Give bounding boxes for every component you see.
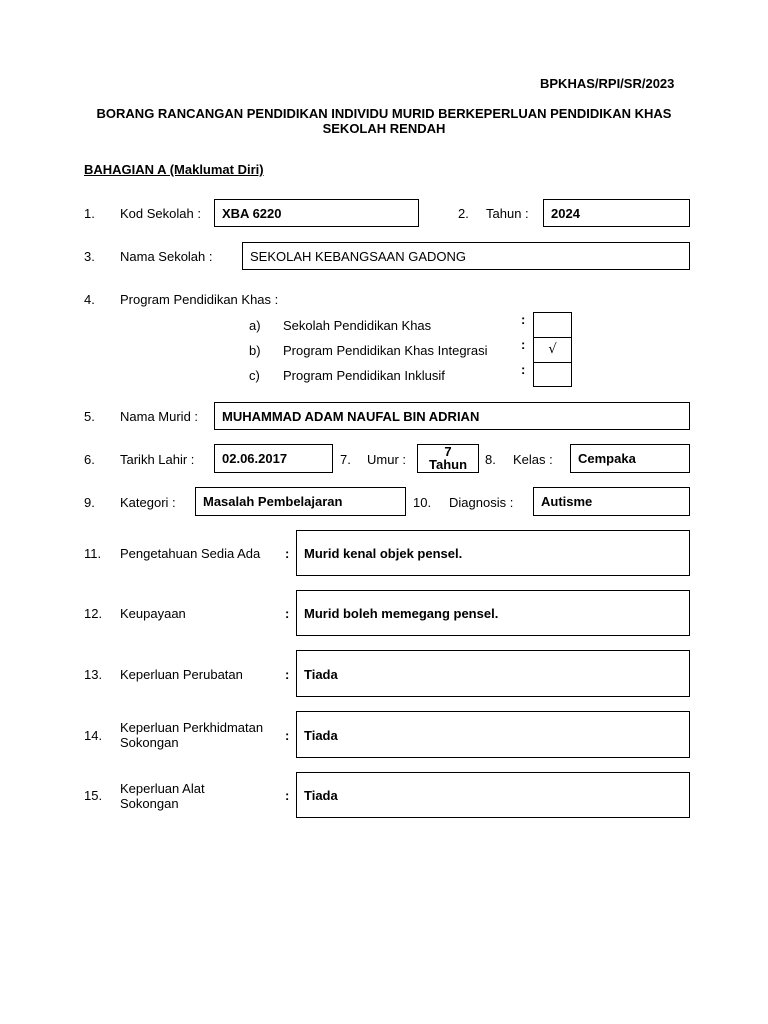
pengetahuan-field[interactable]	[296, 530, 690, 576]
perubatan-value: Tiada	[304, 667, 338, 682]
kelas-value: Cempaka	[578, 451, 636, 466]
perkhidmatan-label-line1: Keperluan Perkhidmatan	[120, 720, 264, 735]
perkhidmatan-value: Tiada	[304, 728, 338, 743]
program-option-colon: :	[521, 312, 526, 327]
field-number: 2.	[458, 206, 469, 221]
program-option-colon: :	[521, 337, 526, 352]
field-number: 8.	[485, 452, 496, 467]
perkhidmatan-field[interactable]	[296, 711, 690, 758]
field-number: 9.	[84, 495, 95, 510]
program-option-letter: b)	[249, 343, 261, 358]
nama-sekolah-value: SEKOLAH KEBANGSAAN GADONG	[250, 249, 467, 264]
nama-sekolah-label: Nama Sekolah :	[120, 249, 213, 264]
field-number: 13.	[84, 667, 103, 682]
keupayaan-colon: :	[285, 606, 290, 621]
form-reference-code: BPKHAS/RPI/SR/2023	[540, 76, 675, 91]
diagnosis-field[interactable]	[533, 487, 690, 516]
field-number: 5.	[84, 409, 95, 424]
program-checkbox-a[interactable]	[533, 312, 572, 338]
tahun-value: 2024	[551, 206, 580, 221]
alat-colon: :	[285, 788, 290, 803]
field-number: 15.	[84, 788, 103, 803]
field-number: 4.	[84, 292, 95, 307]
field-number: 3.	[84, 249, 95, 264]
alat-label-line1: Keperluan Alat	[120, 781, 205, 796]
umur-value-unit: Tahun	[428, 457, 468, 472]
nama-murid-value: MUHAMMAD ADAM NAUFAL BIN ADRIAN	[222, 409, 480, 424]
perubatan-label: Keperluan Perubatan	[120, 667, 243, 682]
tahun-field[interactable]	[543, 199, 690, 227]
tarikh-lahir-value: 02.06.2017	[222, 451, 288, 466]
alat-field[interactable]	[296, 772, 690, 818]
kod-sekolah-field[interactable]	[214, 199, 419, 227]
perubatan-field[interactable]	[296, 650, 690, 697]
form-title-line1: BORANG RANCANGAN PENDIDIKAN INDIVIDU MURID BERKEPERLUAN PENDIDIKAN KHAS	[96, 106, 672, 121]
field-number: 10.	[413, 495, 432, 510]
field-number: 6.	[84, 452, 95, 467]
kategori-label: Kategori :	[120, 495, 176, 510]
umur-value-number: 7	[444, 444, 452, 459]
section-title: BAHAGIAN A (Maklumat Diri)	[84, 162, 264, 177]
umur-field[interactable]	[417, 444, 479, 473]
keupayaan-label: Keupayaan	[120, 606, 186, 621]
program-option-letter: a)	[249, 318, 261, 333]
field-number: 7.	[340, 452, 351, 467]
field-number: 11.	[84, 546, 102, 561]
kod-sekolah-label: Kod Sekolah :	[120, 206, 201, 221]
keupayaan-value: Murid boleh memegang pensel.	[304, 606, 499, 621]
keupayaan-field[interactable]	[296, 590, 690, 636]
alat-value: Tiada	[304, 788, 338, 803]
umur-label: Umur :	[367, 452, 406, 467]
field-number: 1.	[84, 206, 95, 221]
field-number: 12.	[84, 606, 103, 621]
program-option-label: Sekolah Pendidikan Khas	[283, 318, 432, 333]
program-checkbox-b[interactable]	[533, 337, 572, 363]
kelas-label: Kelas :	[513, 452, 553, 467]
field-number: 14.	[84, 728, 103, 743]
perkhidmatan-colon: :	[285, 728, 290, 743]
nama-murid-label: Nama Murid :	[120, 409, 199, 424]
kategori-field[interactable]	[195, 487, 406, 516]
kategori-value: Masalah Pembelajaran	[203, 494, 343, 509]
pengetahuan-value: Murid kenal objek pensel.	[304, 546, 463, 561]
program-option-label: Program Pendidikan Khas Integrasi	[283, 343, 488, 358]
form-title-line2: SEKOLAH RENDAH	[322, 121, 446, 136]
program-option-label: Program Pendidikan Inklusif	[283, 368, 445, 383]
pengetahuan-colon: :	[285, 546, 290, 561]
alat-label-line2: Sokongan	[120, 796, 179, 811]
perkhidmatan-label-line2: Sokongan	[120, 735, 179, 750]
kelas-field[interactable]	[570, 444, 690, 473]
nama-murid-field[interactable]	[214, 402, 690, 430]
check-mark-icon: √	[548, 342, 557, 357]
diagnosis-label: Diagnosis :	[449, 495, 514, 510]
perubatan-colon: :	[285, 667, 290, 682]
program-option-colon: :	[521, 362, 526, 377]
tahun-label: Tahun :	[486, 206, 529, 221]
nama-sekolah-field[interactable]	[242, 242, 690, 270]
tarikh-lahir-field[interactable]	[214, 444, 333, 473]
tarikh-lahir-label: Tarikh Lahir :	[120, 452, 195, 467]
kod-sekolah-value: XBA 6220	[222, 206, 282, 221]
diagnosis-value: Autisme	[541, 494, 593, 509]
program-option-letter: c)	[249, 368, 260, 383]
program-checkbox-c[interactable]	[533, 362, 572, 387]
pengetahuan-label: Pengetahuan Sedia Ada	[120, 546, 261, 561]
program-label: Program Pendidikan Khas :	[120, 292, 279, 307]
